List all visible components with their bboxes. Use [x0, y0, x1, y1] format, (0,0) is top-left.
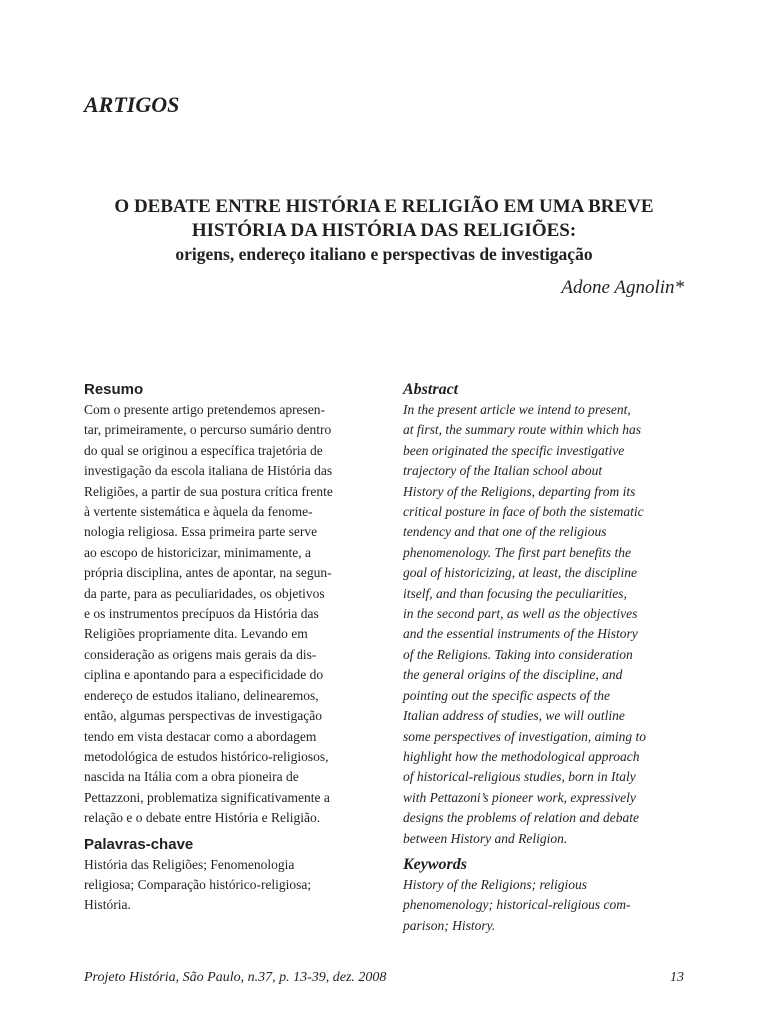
resumo-line: relação e o debate entre História e Religião.: [84, 810, 321, 826]
resumo-text: [84, 400, 366, 829]
resumo-heading: Resumo: [84, 381, 144, 398]
page-footer: [84, 970, 684, 986]
resumo-line: nologia religiosa. Essa primeira parte serve: [84, 524, 318, 540]
abstract-line: of historical-religious studies, born in Italy: [403, 769, 636, 785]
resumo-line: então, algumas perspectivas de investigação: [84, 708, 323, 724]
section-label: ARTIGOS: [84, 92, 180, 117]
abstract-column: [403, 380, 685, 936]
palavras-chave-line: História das Religiões; Fenomenologia: [84, 856, 295, 872]
footer-citation: Projeto História, São Paulo, n.37, p. 13-39, dez. 2008: [84, 970, 387, 985]
resumo-line: endereço de estudos italiano, delinearemos,: [84, 687, 319, 703]
abstract-line: goal of historicizing, at least, the discipline: [403, 565, 637, 581]
resumo-line: ao escopo de historicizar, minimamente, a: [84, 544, 312, 560]
article-title-block: [84, 195, 684, 265]
resumo-line: tendo em vista destacar como a abordagem: [84, 728, 317, 744]
abstract-line: phenomenology. The first part benefits the: [403, 544, 631, 560]
palavras-chave-heading: Palavras-chave: [84, 835, 194, 853]
article-subtitle: origens, endereço italiano e perspectivas de investigação: [175, 244, 593, 264]
abstract-line: critical posture in face of both the sistematic: [403, 504, 644, 520]
resumo-line: própria disciplina, antes de apontar, na segun-: [84, 565, 332, 581]
abstract-line: History of the Religions, departing from its: [403, 483, 636, 499]
palavras-chave-line: religiosa; Comparação histórico-religiosa;: [84, 876, 312, 892]
resumo-line: investigação da escola italiana de História das: [84, 463, 333, 479]
palavras-chave-text: [84, 855, 366, 916]
keywords-line: History of the Religions; religious: [403, 876, 587, 892]
page-number: 13: [670, 970, 684, 985]
resumo-line: à vertente sistemática e àquela da fenome-: [84, 504, 313, 520]
abstract-line: designs the problems of relation and debate: [403, 810, 639, 826]
resumo-line: consideração as origens mais gerais da dis-: [84, 646, 317, 662]
article-title-line-2: HISTÓRIA DA HISTÓRIA DAS RELIGIÕES:: [191, 220, 577, 241]
abstract-line: Italian address of studies, we will outline: [403, 708, 625, 724]
abstract-line: of the Religions. Taking into consideration: [403, 646, 633, 662]
keywords-heading: Keywords: [403, 855, 467, 873]
resumo-line: Religiões, a partir de sua postura crítica frente: [84, 483, 333, 499]
resumo-line: Religiões propriamente dita. Levando em: [84, 626, 308, 642]
abstract-line: pointing out the specific aspects of the: [403, 687, 610, 703]
abstract-line: trajectory of the Italian school about: [403, 463, 603, 479]
resumo-line: Pettazzoni, problematiza significativamente a: [84, 789, 330, 805]
abstract-text: [403, 400, 685, 849]
abstract-line: and the essential instruments of the History: [403, 626, 638, 642]
abstract-line: at first, the summary route within which has: [403, 422, 642, 438]
article-title-line-1: O DEBATE ENTRE HISTÓRIA E RELIGIÃO EM UMA BREVE: [114, 196, 654, 217]
resumo-line: tar, primeiramente, o percurso sumário dentro: [84, 422, 332, 438]
keywords-line: phenomenology; historical-religious com-: [403, 897, 631, 913]
palavras-chave-line: História.: [84, 897, 131, 913]
abstract-line: between History and Religion.: [403, 830, 568, 846]
resumo-line: Com o presente artigo pretendemos apresen-: [84, 402, 326, 417]
resumo-line: ciplina e apontando para a especificidade do: [84, 667, 324, 683]
keywords-line: parison; History.: [403, 917, 496, 933]
abstract-line: the general origins of the discipline, and: [403, 667, 623, 683]
abstract-line: In the present article we intend to present,: [403, 402, 631, 417]
abstract-line: been originated the specific investigative: [403, 442, 625, 458]
author-name: Adone Agnolin*: [561, 277, 684, 298]
resumo-line: e os instrumentos precípuos da História das: [84, 606, 319, 622]
resumo-line: da parte, para as peculiaridades, os objetivos: [84, 585, 325, 601]
abstract-line: highlight how the methodological approach: [403, 748, 640, 764]
resumo-line: do qual se originou a específica trajetória de: [84, 442, 323, 458]
resumo-column: [84, 380, 366, 916]
abstract-line: some perspectives of investigation, aiming to: [403, 728, 646, 744]
abstract-line: with Pettazoni’s pioneer work, expressively: [403, 789, 636, 805]
abstract-heading: Abstract: [403, 381, 459, 398]
resumo-line: metodológica de estudos histórico-religiosos,: [84, 748, 329, 764]
abstract-line: in the second part, as well as the objectives: [403, 606, 638, 622]
abstract-line: itself, and than focusing the peculiarities,: [403, 585, 627, 601]
resumo-line: nascida na Itália com a obra pioneira de: [84, 769, 299, 785]
abstract-line: tendency and that one of the religious: [403, 524, 607, 540]
keywords-text: [403, 875, 685, 936]
